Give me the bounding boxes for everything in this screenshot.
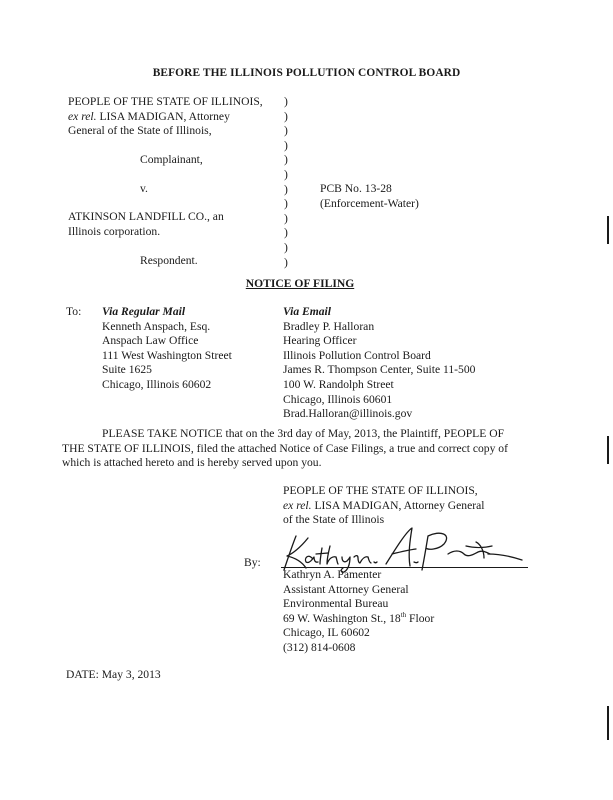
ex-rel-rest: LISA MADIGAN, Attorney bbox=[96, 109, 230, 123]
paren: ) bbox=[284, 138, 288, 152]
signer-name: Kathryn A. Pamenter bbox=[283, 568, 382, 581]
signer-bureau: Environmental Bureau bbox=[283, 597, 389, 611]
recipient-line: 100 W. Randolph Street bbox=[283, 377, 394, 391]
ex-rel-rest: LISA MADIGAN, Attorney General bbox=[311, 498, 485, 512]
paren: ) bbox=[284, 211, 288, 225]
ex-rel-text: ex rel. bbox=[283, 498, 312, 512]
signature-party-block bbox=[283, 484, 484, 528]
email-address: Brad.Halloran@illinois.gov bbox=[283, 407, 413, 421]
signature-party: PEOPLE OF THE STATE OF ILLINOIS, bbox=[283, 484, 478, 497]
date-line: DATE: May 3, 2013 bbox=[66, 668, 161, 681]
street-sup: th bbox=[400, 610, 407, 619]
to-label: To: bbox=[66, 305, 82, 318]
plaintiff-line-2 bbox=[68, 110, 263, 125]
signer-block bbox=[283, 568, 434, 656]
signer-street bbox=[283, 612, 434, 627]
caption-parens bbox=[284, 95, 288, 270]
by-label: By: bbox=[244, 556, 261, 569]
signer-title: Assistant Attorney General bbox=[283, 582, 409, 596]
paren: ) bbox=[284, 95, 288, 108]
case-type: (Enforcement-Water) bbox=[320, 196, 419, 210]
defendant-block bbox=[68, 210, 224, 239]
recipient-line: James R. Thompson Center, Suite 11-500 bbox=[283, 363, 476, 377]
complainant-label: Complainant, bbox=[140, 153, 203, 166]
recipient-line: Chicago, Illinois 60601 bbox=[283, 392, 393, 406]
paragraph-line: PLEASE TAKE NOTICE that on the 3rd day of May, 2013, the Plaintiff, PEOPLE OF bbox=[102, 427, 505, 440]
recipient-line: Kenneth Anspach, Esq. bbox=[102, 319, 211, 333]
recipient-line: Anspach Law Office bbox=[102, 334, 199, 348]
signer-city: Chicago, IL 60602 bbox=[283, 626, 370, 640]
recipient-line: Bradley P. Halloran bbox=[283, 319, 375, 333]
scan-edge-mark bbox=[607, 436, 609, 464]
recipient-line: Suite 1625 bbox=[102, 363, 152, 377]
paragraph-line: which is attached hereto and is hereby served upon you. bbox=[62, 456, 322, 470]
scan-edge-mark bbox=[607, 216, 609, 244]
street-suffix: Floor bbox=[406, 611, 435, 625]
paren: ) bbox=[284, 109, 288, 123]
paragraph-line: THE STATE OF ILLINOIS, filed the attached Notice of Case Filings, a true and correct copy of bbox=[62, 441, 508, 455]
ex-rel-text: ex rel. bbox=[68, 109, 97, 123]
paren: ) bbox=[284, 197, 288, 211]
recipient-line: Chicago, Illinois 60602 bbox=[102, 377, 212, 391]
street-prefix: 69 W. Washington St., 18 bbox=[283, 611, 401, 625]
signature-of-state: of the State of Illinois bbox=[283, 513, 385, 527]
case-caption-parties bbox=[68, 95, 263, 139]
notice-heading: NOTICE OF FILING bbox=[245, 277, 355, 290]
document-title: BEFORE THE ILLINOIS POLLUTION CONTROL BOARD bbox=[152, 67, 461, 79]
plaintiff-line-3: General of the State of Illinois, bbox=[68, 124, 212, 138]
scan-edge-mark bbox=[607, 706, 609, 740]
delivery-method-mail: Via Regular Mail bbox=[102, 305, 186, 318]
paren: ) bbox=[284, 240, 288, 254]
recipient-email bbox=[283, 305, 475, 422]
case-number: PCB No. 13-28 bbox=[320, 182, 392, 195]
paren: ) bbox=[284, 226, 288, 240]
notice-paragraph bbox=[62, 427, 542, 471]
case-number-block bbox=[320, 182, 419, 211]
paren: ) bbox=[284, 255, 288, 269]
paren: ) bbox=[284, 167, 288, 181]
defendant-line-2: Illinois corporation. bbox=[68, 224, 161, 238]
paren: ) bbox=[284, 153, 288, 167]
recipient-line: Hearing Officer bbox=[283, 334, 357, 348]
signature-ex-rel bbox=[283, 499, 484, 514]
paren: ) bbox=[284, 182, 288, 196]
delivery-method-email: Via Email bbox=[283, 305, 331, 318]
defendant-line-1: ATKINSON LANDFILL CO., an bbox=[68, 210, 224, 223]
plaintiff-line-1: PEOPLE OF THE STATE OF ILLINOIS, bbox=[68, 95, 263, 108]
signer-phone: (312) 814-0608 bbox=[283, 640, 356, 654]
versus-label: v. bbox=[140, 182, 148, 195]
recipient-line: Illinois Pollution Control Board bbox=[283, 348, 431, 362]
recipient-line: 111 West Washington Street bbox=[102, 348, 232, 362]
recipient-regular-mail bbox=[102, 305, 232, 393]
paren: ) bbox=[284, 124, 288, 138]
respondent-label: Respondent. bbox=[140, 254, 198, 267]
